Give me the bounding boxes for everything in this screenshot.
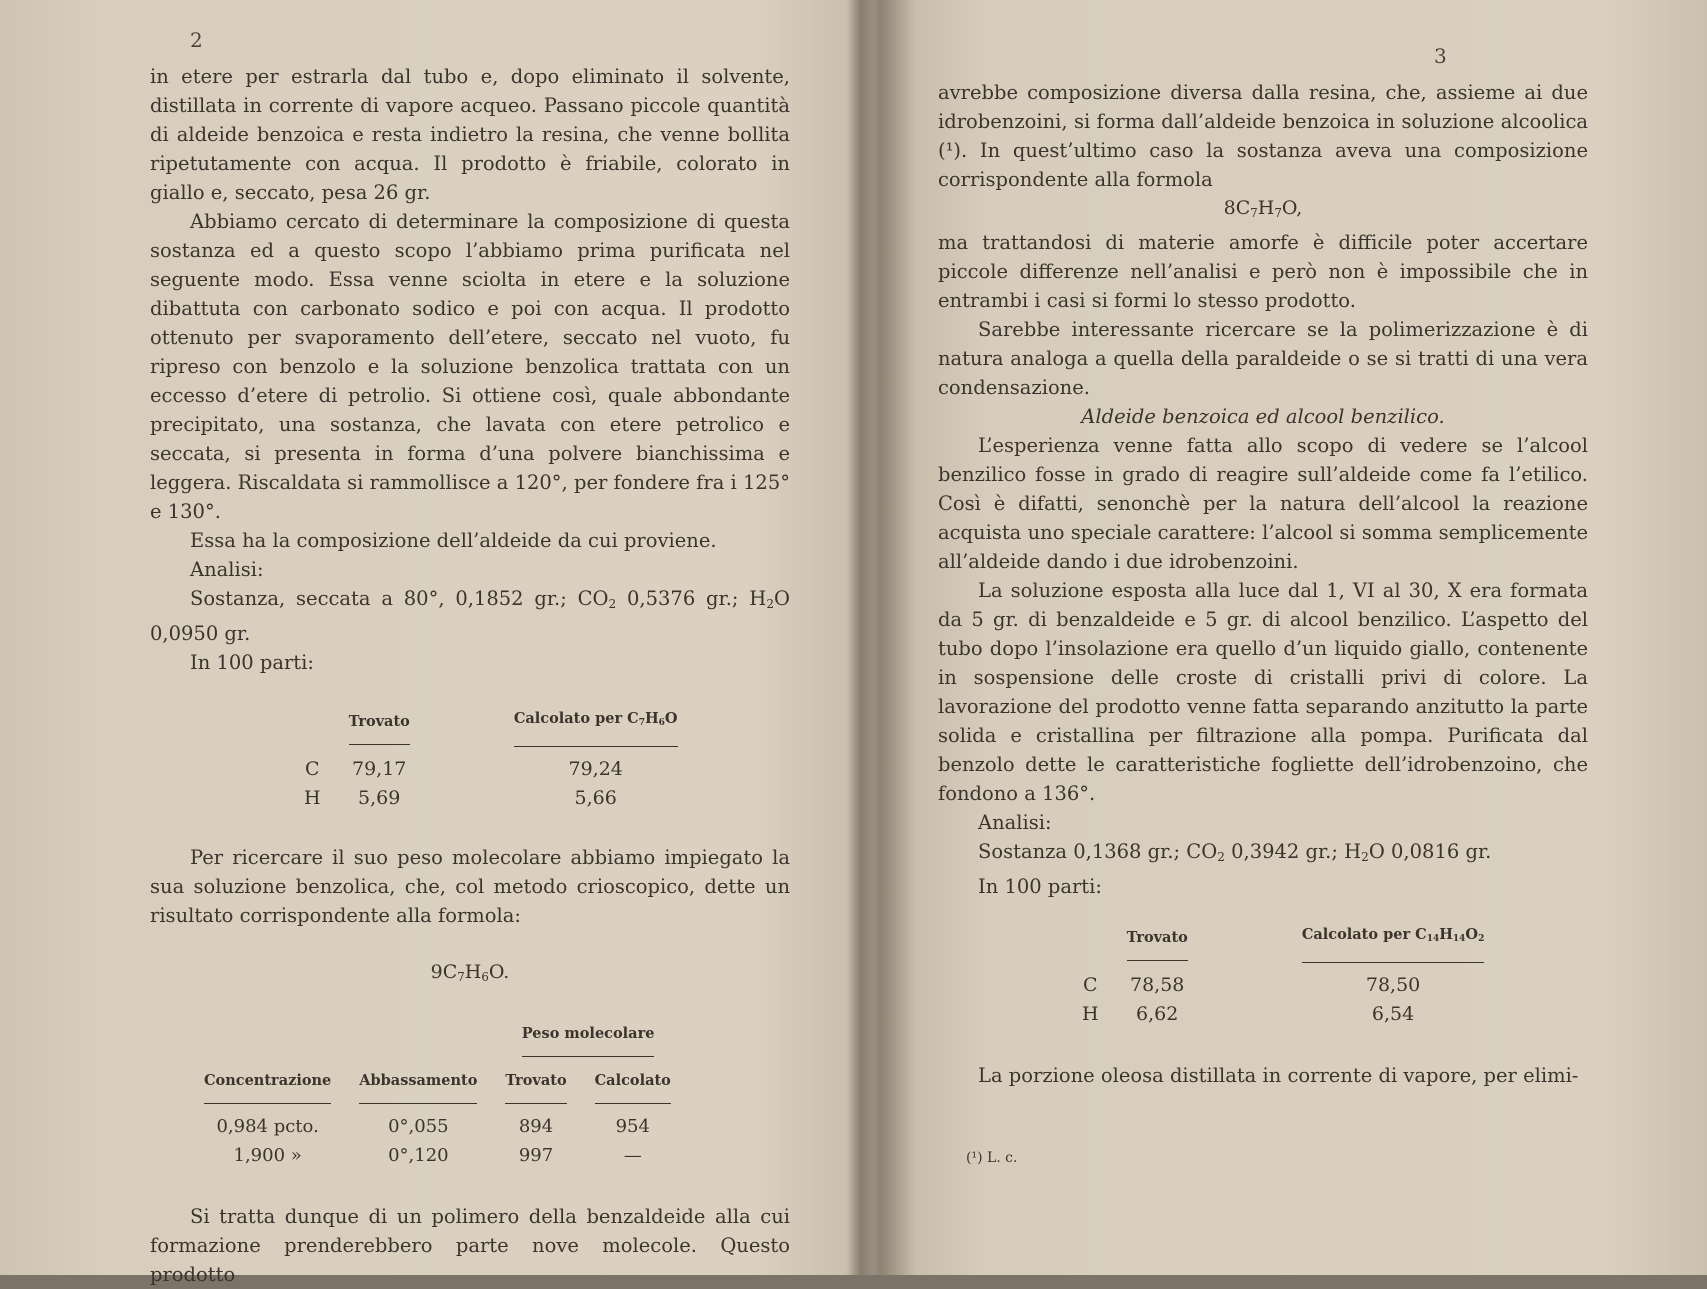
- right-paragraph-3: Sarebbe interessante ricercare se la polimerizzazione è di natura analoga a quella della paraldeide o se si tratti di una vera condensazione.: [938, 317, 1588, 399]
- cell-calcolato: 5,66: [574, 787, 617, 810]
- col-calcolato: Calcolato per $C_7H_6O$: [514, 704, 678, 747]
- analysis-table-1: [290, 703, 692, 813]
- left-page: [0, 0, 850, 1287]
- col-calcolato: Calcolato: [595, 1066, 671, 1104]
- right-page: [876, 0, 1707, 1275]
- cell-calcolato: 78,50: [1365, 974, 1421, 997]
- col-calcolato: Calcolato per $C_{14}H_{14}O_2$: [1302, 920, 1485, 963]
- cell-concentrazione: 0,984 pcto.: [216, 1116, 319, 1138]
- col-trovato: Trovato: [1127, 923, 1188, 961]
- right-in-100-parti: In 100 parti:: [978, 874, 1102, 898]
- molecular-weight-table: [190, 1018, 685, 1170]
- formula-9c7h6o: $9C_7H_6O$.: [430, 961, 510, 985]
- table-header-row: [190, 1065, 685, 1112]
- cell-element: H: [304, 787, 321, 810]
- left-paragraph-2: Abbiamo cercato di determinare la composizione di questa sostanza ed a questo scopo l’abbiamo prima purificata nel seguente modo. Essa venne sciolta in etere e la soluzione dibattuta con carbonato sodico e poi con acqua. Il prodotto ottenuto per svaporamento dell’etere, seccato nel vuoto, fu ripreso con benzolo e la soluzione benzolica trattata con un eccesso d’etere di petrolio. Si ottiene così, quale abbondante precipitato, una sostanza, che lavata con etere petrolico e seccata, si presenta in forma d’una polvere bianchissima e leggera. Riscaldata si rammollisce a 120°, per fondere fra i 125° e 130°.: [150, 210, 790, 523]
- left-sostanza-line: Sostanza, seccata a 80°, 0,1852 gr.; $CO_2$ 0,5376 gr.; $H_2O$ 0,0950 gr.: [150, 587, 790, 646]
- cell-trovato: 997: [518, 1145, 554, 1167]
- table-row: [190, 1141, 685, 1170]
- cell-calcolato: —: [623, 1145, 642, 1167]
- col-peso-molecolare: Peso molecolare: [522, 1019, 655, 1057]
- right-sostanza-line: Sostanza 0,1368 gr.; $CO_2$ 0,3942 gr.; $H_2O$ 0,0816 gr.: [978, 839, 1492, 864]
- cell-element: C: [1083, 974, 1098, 997]
- right-paragraph-5: La soluzione esposta alla luce dal 1, VI al 30, X era formata da 5 gr. di benzaldeide e 5 gr. di alcool benzilico. L’aspetto del tubo dopo l’insolazione era quello d’un liquido giallo, contenente in sospensione delle croste di cristalli privi di colore. La lavorazione del prodotto venne fatta separando anzitutto la parte solida e cristallina per filtrazione alla pompa. Purificata dal benzolo dette le caratteristiche fogliette dell’idrobenzoino, che fondono a 136°.: [938, 578, 1588, 805]
- left-paragraph-3: Essa ha la composizione dell’aldeide da cui proviene.: [190, 529, 717, 552]
- right-analisi-label: Analisi:: [978, 810, 1052, 834]
- right-paragraph-1: avrebbe composizione diversa dalla resina, che, assieme ai due idrobenzoini, si forma dall’aldeide benzoica in soluzione alcoolica (¹). In quest’ultimo caso la sostanza aveva una composizione corrispondente alla formola: [938, 81, 1588, 191]
- col-abbassamento: Abbassamento: [359, 1066, 477, 1104]
- cell-calcolato: 79,24: [568, 758, 623, 781]
- table-header-row: [290, 703, 692, 755]
- right-paragraph-2: ma trattandosi di materie amorfe è difficile poter accertare piccole differenze nell’analisi e però non è impossibile che in entrambi i casi si formi lo stesso prodotto.: [938, 230, 1588, 312]
- right-page-body: [938, 78, 1588, 1090]
- left-paragraph-5: Si tratta dunque di un polimero della benzaldeide alla cui formazione prenderebbero parte nove molecole. Questo prodotto: [150, 1205, 790, 1287]
- page-number-left: 2: [190, 28, 203, 52]
- left-in-100-parti: In 100 parti:: [190, 651, 314, 675]
- table-row: [1068, 1000, 1498, 1029]
- right-paragraph-6: La porzione oleosa distillata in corrente di vapore, per elimi-: [978, 1064, 1579, 1088]
- section-heading: Aldeide benzoica ed alcool benzilico.: [1081, 404, 1445, 428]
- col-trovato: Trovato: [505, 1066, 566, 1104]
- footnote: (¹) L. c.: [966, 1150, 1018, 1166]
- table-header-row: [1068, 919, 1498, 971]
- cell-trovato: 79,17: [352, 758, 407, 781]
- table-row: [290, 755, 692, 784]
- left-paragraph-1: in etere per estrarla dal tubo e, dopo eliminato il solvente, distillata in corrente di vapore acqueo. Passano piccole quantità di aldeide benzoica e resta indietro la resina, che venne bollita ripetutamente con acqua. Il prodotto è friabile, colorato in giallo e, seccato, pesa 26 gr.: [150, 65, 790, 204]
- book-gutter: [848, 0, 874, 1275]
- cell-calcolato: 6,54: [1371, 1003, 1415, 1026]
- cell-element: H: [1082, 1003, 1099, 1026]
- page-number-right: 3: [1434, 44, 1447, 68]
- left-paragraph-4: Per ricercare il suo peso molecolare abbiamo impiegato la sua soluzione benzolica, che, col metodo crioscopico, dette un risultato corrispondente alla formola:: [150, 846, 790, 928]
- cell-concentrazione: 1,900 »: [233, 1145, 302, 1167]
- left-analisi-label: Analisi:: [190, 558, 264, 581]
- table-row: [1068, 971, 1498, 1000]
- cell-calcolato: 954: [615, 1116, 650, 1138]
- table-row: [190, 1112, 685, 1141]
- right-paragraph-4: L’esperienza venne fatta allo scopo di vedere se l’alcool benzilico fosse in grado di reagire sull’aldeide come fa l’etilico. Così è difatti, senonchè per la natura dell’alcool la reazione acquista uno speciale carattere: l’alcool si somma semplicemente all’aldeide dando i due idrobenzoini.: [938, 433, 1588, 573]
- left-page-body: [150, 62, 790, 1289]
- cell-abbassamento: 0°,055: [388, 1116, 449, 1138]
- col-trovato: Trovato: [349, 707, 410, 745]
- cell-trovato: 6,62: [1136, 1003, 1179, 1026]
- cell-abbassamento: 0°,120: [388, 1145, 449, 1167]
- table-row: [290, 784, 692, 813]
- cell-trovato: 894: [518, 1116, 554, 1138]
- analysis-table-2: [1068, 919, 1498, 1029]
- formula-8c7h7o: $8C_7H_7O$,: [1223, 197, 1303, 220]
- cell-trovato: 78,58: [1130, 974, 1185, 997]
- cell-trovato: 5,69: [358, 787, 401, 810]
- col-concentrazione: Concentrazione: [204, 1066, 331, 1104]
- cell-element: C: [305, 758, 320, 781]
